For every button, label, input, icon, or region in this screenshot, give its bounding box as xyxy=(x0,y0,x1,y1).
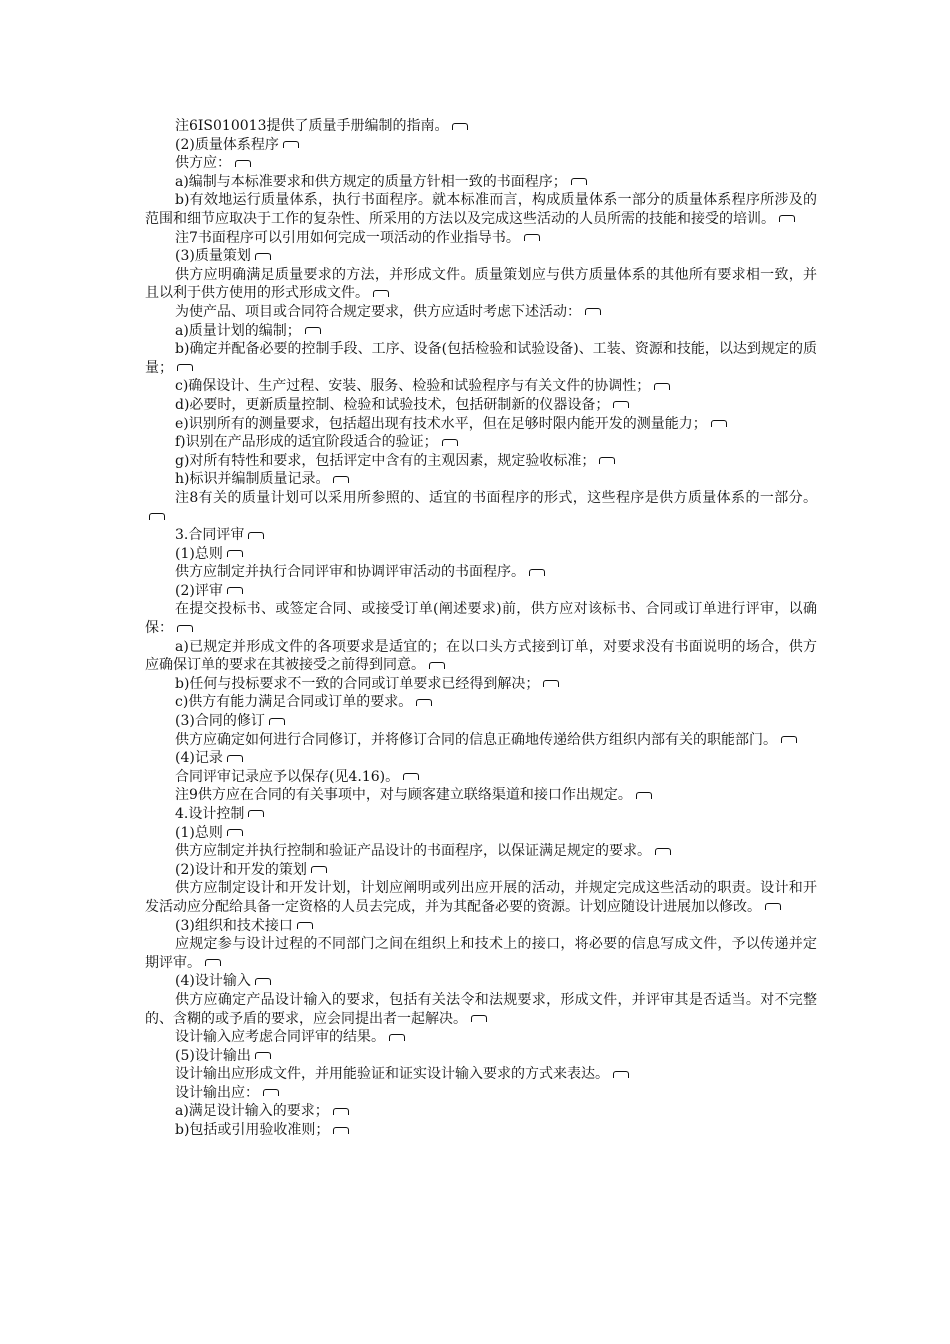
paragraph-mark-icon xyxy=(248,532,264,539)
document-body xyxy=(145,117,817,1140)
paragraph-text: 注6IS010013提供了质量手册编制的指南。 xyxy=(175,118,449,134)
paragraph-mark-icon xyxy=(655,848,671,855)
paragraph-mark-icon xyxy=(311,866,327,873)
paragraph-text: f)识别在产品形成的适宜阶段适合的验证； xyxy=(175,434,438,451)
paragraph-text: (4)设计输入 xyxy=(175,973,251,990)
paragraph-text: 供方应确定产品设计输入的要求，包括有关法令和法规要求，形成文件，并评审其是否适当。对不完整的、含糊的或予盾的要求，应会同提出者一起解决。 xyxy=(145,991,817,1027)
paragraph xyxy=(145,1121,817,1140)
paragraph xyxy=(145,917,817,936)
paragraph xyxy=(145,526,817,545)
paragraph-mark-icon xyxy=(613,1071,629,1078)
paragraph-text: b)任何与投标要求不一致的合同或订单要求已经得到解决； xyxy=(175,675,540,692)
paragraph xyxy=(145,117,817,136)
paragraph xyxy=(145,266,817,303)
paragraph xyxy=(145,805,817,824)
paragraph xyxy=(145,452,817,471)
paragraph-text: (2)设计和开发的策划 xyxy=(175,861,307,878)
paragraph-text: 设计输出应形成文件，并用能验证和证实设计输入要求的方式来表达。 xyxy=(175,1066,609,1083)
paragraph-text: (1)总则 xyxy=(175,545,223,562)
paragraph-mark-icon xyxy=(781,736,797,743)
paragraph-text: c)确保设计、生产过程、安装、服务、检验和试验程序与有关文件的协调性； xyxy=(175,378,651,395)
paragraph xyxy=(145,1084,817,1103)
paragraph xyxy=(145,1102,817,1121)
paragraph-mark-icon xyxy=(255,253,271,260)
paragraph-mark-icon xyxy=(585,308,601,315)
paragraph-text: b)包括或引用验收准则； xyxy=(175,1122,330,1139)
paragraph-mark-icon xyxy=(227,755,243,762)
paragraph-text: 供方应制定并执行合同评审和协调评审活动的书面程序。 xyxy=(175,564,525,581)
paragraph-mark-icon xyxy=(442,439,458,446)
paragraph-mark-icon xyxy=(227,587,243,594)
paragraph xyxy=(145,247,817,266)
paragraph-mark-icon xyxy=(654,383,670,390)
paragraph xyxy=(145,600,817,637)
paragraph xyxy=(145,545,817,564)
paragraph xyxy=(145,1028,817,1047)
paragraph-text: 注7书面程序可以引用如何完成一项活动的作业指导书。 xyxy=(175,229,520,246)
paragraph-text: 合同评审记录应予以保存(见4.16)。 xyxy=(175,768,400,785)
paragraph-text: 供方应明确满足质量要求的方法，并形成文件。质量策划应与供方质量体系的其他所有要求相一致，并且以利于供方使用的形式形成文件。 xyxy=(145,266,817,302)
paragraph xyxy=(145,563,817,582)
paragraph-text: c)供方有能力满足合同或订单的要求。 xyxy=(175,694,413,711)
paragraph-text: (2)质量体系程序 xyxy=(175,136,279,153)
paragraph-mark-icon xyxy=(711,420,727,427)
paragraph xyxy=(145,749,817,768)
paragraph-mark-icon xyxy=(227,550,243,557)
paragraph-text: 4.设计控制 xyxy=(175,805,245,822)
paragraph-mark-icon xyxy=(177,364,193,371)
paragraph xyxy=(145,824,817,843)
paragraph xyxy=(145,377,817,396)
paragraph-mark-icon xyxy=(779,215,795,222)
paragraph xyxy=(145,470,817,489)
paragraph xyxy=(145,861,817,880)
paragraph xyxy=(145,879,817,916)
paragraph-text: a)质量计划的编制； xyxy=(175,322,301,339)
paragraph xyxy=(145,972,817,991)
paragraph xyxy=(145,136,817,155)
paragraph-text: h)标识并编制质量记录。 xyxy=(175,471,330,488)
paragraph xyxy=(145,433,817,452)
paragraph-mark-icon xyxy=(636,792,652,799)
paragraph-mark-icon xyxy=(205,959,221,966)
paragraph xyxy=(145,173,817,192)
paragraph-text: (3)合同的修订 xyxy=(175,713,265,729)
paragraph-text: 供方应制定设计和开发计划，计划应阐明或列出应开展的活动，并规定完成这些活动的职责。设计和开发活动应分配给具备一定资格的人员去完成，并为其配备必要的资源。计划应随设计进展加以修改。 xyxy=(145,880,817,915)
paragraph-mark-icon xyxy=(471,1015,487,1022)
paragraph xyxy=(145,340,817,377)
paragraph xyxy=(145,229,817,248)
paragraph-mark-icon xyxy=(248,810,264,817)
paragraph xyxy=(145,638,817,675)
paragraph xyxy=(145,786,817,805)
paragraph-text: 应规定参与设计过程的不同部门之间在组织上和技术上的接口，将必要的信息写成文件，予以传递并定期评审。 xyxy=(145,936,817,971)
paragraph-mark-icon xyxy=(452,123,468,130)
paragraph xyxy=(145,582,817,601)
paragraph-mark-icon xyxy=(599,457,615,464)
paragraph-mark-icon xyxy=(373,290,389,297)
paragraph-mark-icon xyxy=(283,141,299,148)
paragraph-text: (2)评审 xyxy=(175,582,223,599)
paragraph-text: a)已规定并形成文件的各项要求是适宜的；在以口头方式接到订单，对要求没有书面说明的场合，供方应确保订单的要求在其被接受之前得到同意。 xyxy=(145,638,817,674)
paragraph xyxy=(145,768,817,787)
paragraph xyxy=(145,712,817,731)
paragraph-mark-icon xyxy=(416,699,432,706)
paragraph xyxy=(145,396,817,415)
paragraph xyxy=(145,489,817,526)
paragraph xyxy=(145,842,817,861)
paragraph-mark-icon xyxy=(149,513,165,520)
paragraph xyxy=(145,991,817,1028)
paragraph xyxy=(145,154,817,173)
paragraph-text: 为使产品、项目或合同符合规定要求，供方应适时考虑下述活动： xyxy=(175,303,581,320)
paragraph xyxy=(145,935,817,972)
paragraph xyxy=(145,322,817,341)
paragraph-mark-icon xyxy=(235,160,251,167)
paragraph-mark-icon xyxy=(263,1089,279,1096)
paragraph-mark-icon xyxy=(255,1052,271,1059)
paragraph-mark-icon xyxy=(613,401,629,408)
paragraph-text: 供方应确定如何进行合同修订，并将修订合同的信息正确地传递给供方组织内部有关的职能部门。 xyxy=(175,731,777,748)
paragraph xyxy=(145,693,817,712)
paragraph-text: 在提交投标书、或签定合同、或接受订单(阐述要求)前，供方应对该标书、合同或订单进行评审，以确保： xyxy=(145,601,817,637)
paragraph-mark-icon xyxy=(177,625,193,632)
paragraph-text: 供方应制定并执行控制和验证产品设计的书面程序，以保证满足规定的要求。 xyxy=(175,843,651,860)
paragraph-text: 供方应： xyxy=(175,155,231,172)
paragraph-text: (5)设计输出 xyxy=(175,1047,251,1064)
paragraph-mark-icon xyxy=(305,327,321,334)
paragraph-mark-icon xyxy=(333,476,349,483)
paragraph xyxy=(145,675,817,694)
paragraph-text: a)满足设计输入的要求； xyxy=(175,1103,329,1120)
paragraph-text: 设计输入应考虑合同评审的结果。 xyxy=(175,1029,385,1046)
paragraph-text: e)识别所有的测量要求，包括超出现有技术水平，但在足够时限内能开发的测量能力； xyxy=(175,415,707,432)
paragraph-text: b)有效地运行质量体系，执行书面程序。就本标准而言，构成质量体系一部分的质量体系程序所涉及的范围和细节应取决于工作的复杂性、所采用的方法以及完成这些活动的人员所需的技能和接受的培训。 xyxy=(145,192,817,227)
paragraph-text: a)编制与本标准要求和供方规定的质量方针相一致的书面程序； xyxy=(175,173,567,190)
paragraph-mark-icon xyxy=(333,1108,349,1115)
paragraph-mark-icon xyxy=(529,569,545,576)
paragraph-mark-icon xyxy=(227,829,243,836)
paragraph-mark-icon xyxy=(333,1127,349,1134)
paragraph xyxy=(145,1047,817,1066)
paragraph xyxy=(145,191,817,228)
paragraph-mark-icon xyxy=(297,922,313,929)
paragraph-text: (3)质量策划 xyxy=(175,248,251,265)
paragraph-text: (1)总则 xyxy=(175,824,223,841)
paragraph-mark-icon xyxy=(389,1034,405,1041)
paragraph-text: 注9供方应在合同的有关事项中，对与顾客建立联络渠道和接口作出规定。 xyxy=(175,787,632,804)
paragraph-text: 设计输出应： xyxy=(175,1084,259,1101)
paragraph xyxy=(145,415,817,434)
paragraph-text: 3.合同评审 xyxy=(175,527,245,544)
paragraph-text: b)确定并配备必要的控制手段、工序、设备(包括检验和试验设备)、工装、资源和技能，以达到规定的质量； xyxy=(145,341,817,376)
paragraph-text: d)必要时，更新质量控制、检验和试验技术，包括研制新的仪器设备； xyxy=(175,396,610,413)
paragraph-mark-icon xyxy=(571,178,587,185)
paragraph-text: 注8有关的质量计划可以采用所参照的、适宜的书面程序的形式，这些程序是供方质量体系的一部分。 xyxy=(175,489,817,506)
paragraph xyxy=(145,303,817,322)
paragraph-mark-icon xyxy=(765,903,781,910)
paragraph-mark-icon xyxy=(403,773,419,780)
paragraph-mark-icon xyxy=(543,680,559,687)
paragraph-mark-icon xyxy=(524,234,540,241)
paragraph-text: (4)记录 xyxy=(175,750,223,767)
paragraph-mark-icon xyxy=(255,978,271,985)
paragraph xyxy=(145,731,817,750)
paragraph-mark-icon xyxy=(269,718,285,725)
paragraph-mark-icon xyxy=(429,662,445,669)
paragraph-text: g)对所有特性和要求，包括评定中含有的主观因素，规定验收标准； xyxy=(175,452,596,469)
paragraph xyxy=(145,1065,817,1084)
paragraph-text: (3)组织和技术接口 xyxy=(175,917,293,934)
